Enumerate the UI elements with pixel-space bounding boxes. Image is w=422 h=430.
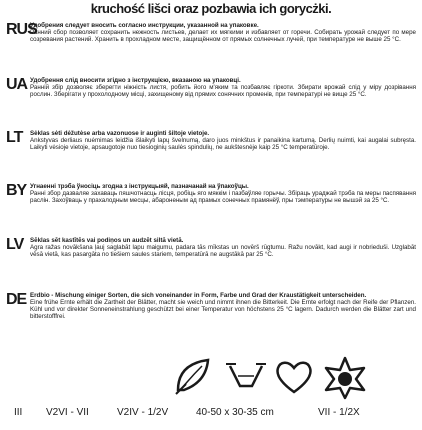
sun-icon [318,352,372,400]
period-value: VII - 1/2X [318,407,360,418]
section-de [6,292,416,342]
language-code: DE [6,291,27,308]
product-description-line: kruchość lišci oraz pozbawia ich gorycżki. [90,1,332,16]
section-body: Ранний сбор позволяет сохранить нежность листьев, делает их мягкими и избавляет от горечи. Собирать урожай следует по мере созревания растений. Хранить в прохладном месте, защищённом от прямых солнечных лучей, при температуре не выше 25 °C. [30,29,416,44]
section-body: Ранні збор дазваляе захаваць пяшчотнасць лісця, робіць яго мяккім і пазбаўляе горычы. Збіраць ураджай трэба па меры паспявання раслін. Захоўваць у прахалодным месцы, абароненым ад прамых сонечных прамянёў, пры тэмпературы не вышэй за 25 °C. [30,190,416,205]
period-value: 40-50 x 30-35 cm [196,407,274,418]
section-ua [6,77,416,127]
section-heading: Sēklas sēt kastītēs vai podiņos un audzēt siltā vietā. [30,237,184,244]
language-code: BY [6,182,27,199]
section-lt [6,130,416,180]
section-heading: Удобрения следует вносить согласно инструкции, указанной на упаковке. [30,22,259,29]
section-lv [6,237,416,287]
section-heading: Erdbio - Mischung einiger Sorten, die sich voneinander in Form, Farbe und Grad der Kraustätigkeit unterscheiden. [30,292,367,299]
language-code: RUS [6,21,37,38]
section-body: Eine frühe Ernte erhält die Zartheit der Blätter, macht sie weich und nimmt ihnen die Bitterkeit. Die Ernte erfolgt nach der Reife der Pflanzen. Kühl und vor direkter Sonneneinstrahlung geschützt bei einer Temperatur von höchstens 25 °C lagern. Dadurch werden die Blätter zart und bitterstofffrei. [30,299,416,321]
section-heading: Sėklas sėti dėžutėse arba vazonuose ir auginti šiltoje vietoje. [30,130,210,137]
language-code: LV [6,236,24,253]
section-heading: Угнаенні трэба ўносіць згодна з інструкцыяй, пазначанай на ўпакоўцы. [30,183,249,190]
section-heading: Удобрення слід вносити згідно з інструкцією, вказаною на упаковці. [30,77,241,84]
language-code: UA [6,76,28,93]
cultivation-icons-row [0,352,422,400]
sprout-icon [172,352,220,400]
section-ru [6,22,416,72]
sowing-periods-row [0,404,422,422]
section-body: Ankstyvas derliaus nuėmimas leidžia išlaikyti lapų švelnumą, daro juos minkštus ir panaikina kartumą. Derlių nuimti, kai augalai subręsta. Laikyti vėsioje vietoje, apsaugotoje nuo tiesioginių saulės spindulių, ne aukštesnėje kaip 25 °C temperatūroje. [30,137,416,152]
language-code: LT [6,129,23,146]
period-value: V2IV - 1/2V [117,407,169,418]
section-by [6,183,416,233]
watering-can-icon [222,352,270,400]
period-value: III [14,407,23,418]
heart-icon [270,352,318,400]
section-body: Ранній збір дозволяє зберегти ніжність листя, робить його м'яким та позбавляє гіркоти. Збирати врожай слід у міру дозрівання рослин. Зберігати у прохолодному місці, захищеному від прямих сонячних променів, при температурі не вище 25 °C. [30,84,416,99]
period-value: V2VI - VII [46,407,89,418]
section-body: Agra ražas novākšana ļauj saglabāt lapu maigumu, padara tās mīkstas un novērš rūgtumu. Ražu novākt, kad augi ir nobrieduši. Uzglabāt vēsā vietā, kas pasargāta no tiešiem saules stariem, temperatūrā ne augstākā par 25 °C. [30,244,416,259]
